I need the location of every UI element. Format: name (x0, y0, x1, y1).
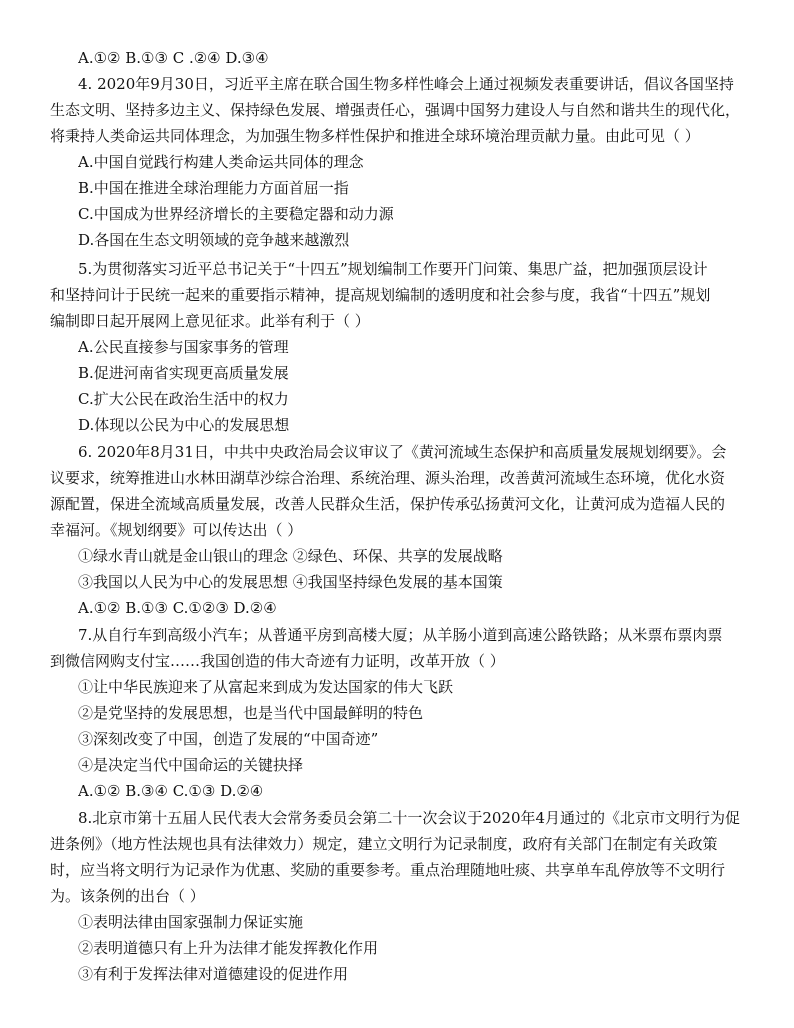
q8-statement-3: ③有利于发挥法律对道德建设的促进作用 (78, 965, 349, 983)
q8-stem-line-2: 进条例》（地方性法规也具有法律效力）规定，建立文明行为记录制度，政府有关部门在制定有关政策 (50, 835, 718, 853)
q4-option-a: A.中国自觉践行构建人类命运共同体的理念 (78, 153, 364, 171)
q4-option-b: B.中国在推进全球治理能力方面首屈一指 (78, 179, 349, 197)
q5-stem-line-1: 5.为贯彻落实习近平总书记关于“十四五”规划编制工作要开门问策、集思广益，把加强顶层设计 (78, 260, 708, 278)
q4-stem-line-2: 生态文明、坚持多边主义、保持绿色发展、增强责任心，强调中国努力建设人与自然和谐共生的现代化， (50, 101, 741, 119)
q6-stem-line-3: 源配置，保进全流域高质量发展，改善人民群众生活，保护传承弘扬黄河文化，让黄河成为造福人民的 (50, 495, 726, 513)
q5-option-b: B.促进河南省实现更高质量发展 (78, 364, 289, 382)
q3-choices: A.①② B.①③ C .②④ D.③④ (78, 49, 269, 67)
q8-statement-2: ②表明道德只有上升为法律才能发挥教化作用 (78, 939, 379, 957)
q5-stem-line-2: 和坚持问计于民统一起来的重要指示精神，提高规划编制的透明度和社会参与度，我省“十四五”规划 (50, 286, 711, 304)
q7-statement-1: ①让中华民族迎来了从富起来到成为发达国家的伟大飞跃 (78, 678, 454, 696)
q6-statements-line-1: ①绿水青山就是金山银山的理念 ②绿色、环保、共享的发展战略 (78, 547, 503, 565)
q4-stem-line-1: 4. 2020年9月30日，习近平主席在联合国生物多样性峰会上通过视频发表重要讲话，倡议各国坚持 (78, 75, 734, 93)
q4-stem-line-3: 将秉持人类命运共同体理念，为加强生物多样性保护和推进全球环境治理贡献力量。由此可见（ ） (50, 127, 700, 145)
q6-statements-line-2: ③我国以人民为中心的发展思想 ④我国坚持绿色发展的基本国策 (78, 573, 503, 591)
q4-option-d: D.各国在生态文明领域的竞争越来越激烈 (78, 231, 350, 249)
q5-option-d: D.体现以公民为中心的发展思想 (78, 416, 290, 434)
q7-statement-3: ③深刻改变了中国，创造了发展的“中国奇迹” (78, 730, 379, 748)
q7-statement-4: ④是决定当代中国命运的关键抉择 (78, 756, 304, 774)
q8-stem-line-1: 8.北京市第十五届人民代表大会常务委员会第二十一次会议于2020年4月通过的《北京市文明行为促 (78, 809, 741, 827)
q6-choices: A.①② B.①③ C.①②③ D.②④ (78, 599, 277, 617)
q6-stem-line-1: 6. 2020年8月31日，中共中央政治局会议审议了《黄河流域生态保护和高质量发展规划纲要》。会 (78, 443, 727, 461)
q8-stem-line-3: 时，应当将文明行为记录作为优惠、奖励的重要参考。重点治理随地吐痰、共享单车乱停放等不文明行 (50, 861, 726, 879)
q5-option-a: A.公民直接参与国家事务的管理 (78, 338, 289, 356)
q7-stem-line-1: 7.从自行车到高级小汽车；从普通平房到高楼大厦；从羊肠小道到高速公路铁路；从米票布票肉票 (78, 626, 723, 644)
q7-choices: A.①② B.③④ C.①③ D.②④ (78, 782, 264, 800)
q5-stem-line-3: 编制即日起开展网上意见征求。此举有利于（ ） (50, 312, 370, 330)
q6-stem-line-4: 幸福河。《规划纲要》可以传达出（ ） (50, 521, 303, 539)
q8-stem-line-4: 为。该条例的出台（ ） (50, 887, 205, 905)
q6-stem-line-2: 议要求，统筹推进山水林田湖草沙综合治理、系统治理、源头治理，改善黄河流域生态环境，优化水资 (50, 469, 726, 487)
q4-option-c: C.中国成为世界经济增长的主要稳定器和动力源 (78, 205, 394, 223)
q5-option-c: C.扩大公民在政治生活中的权力 (78, 390, 289, 408)
q7-stem-line-2: 到微信网购支付宝……我国创造的伟大奇迹有力证明，改革开放（ ） (50, 652, 505, 670)
q8-statement-1: ①表明法律由国家强制力保证实施 (78, 913, 304, 931)
q7-statement-2: ②是党坚持的发展思想，也是当代中国最鲜明的特色 (78, 704, 424, 722)
